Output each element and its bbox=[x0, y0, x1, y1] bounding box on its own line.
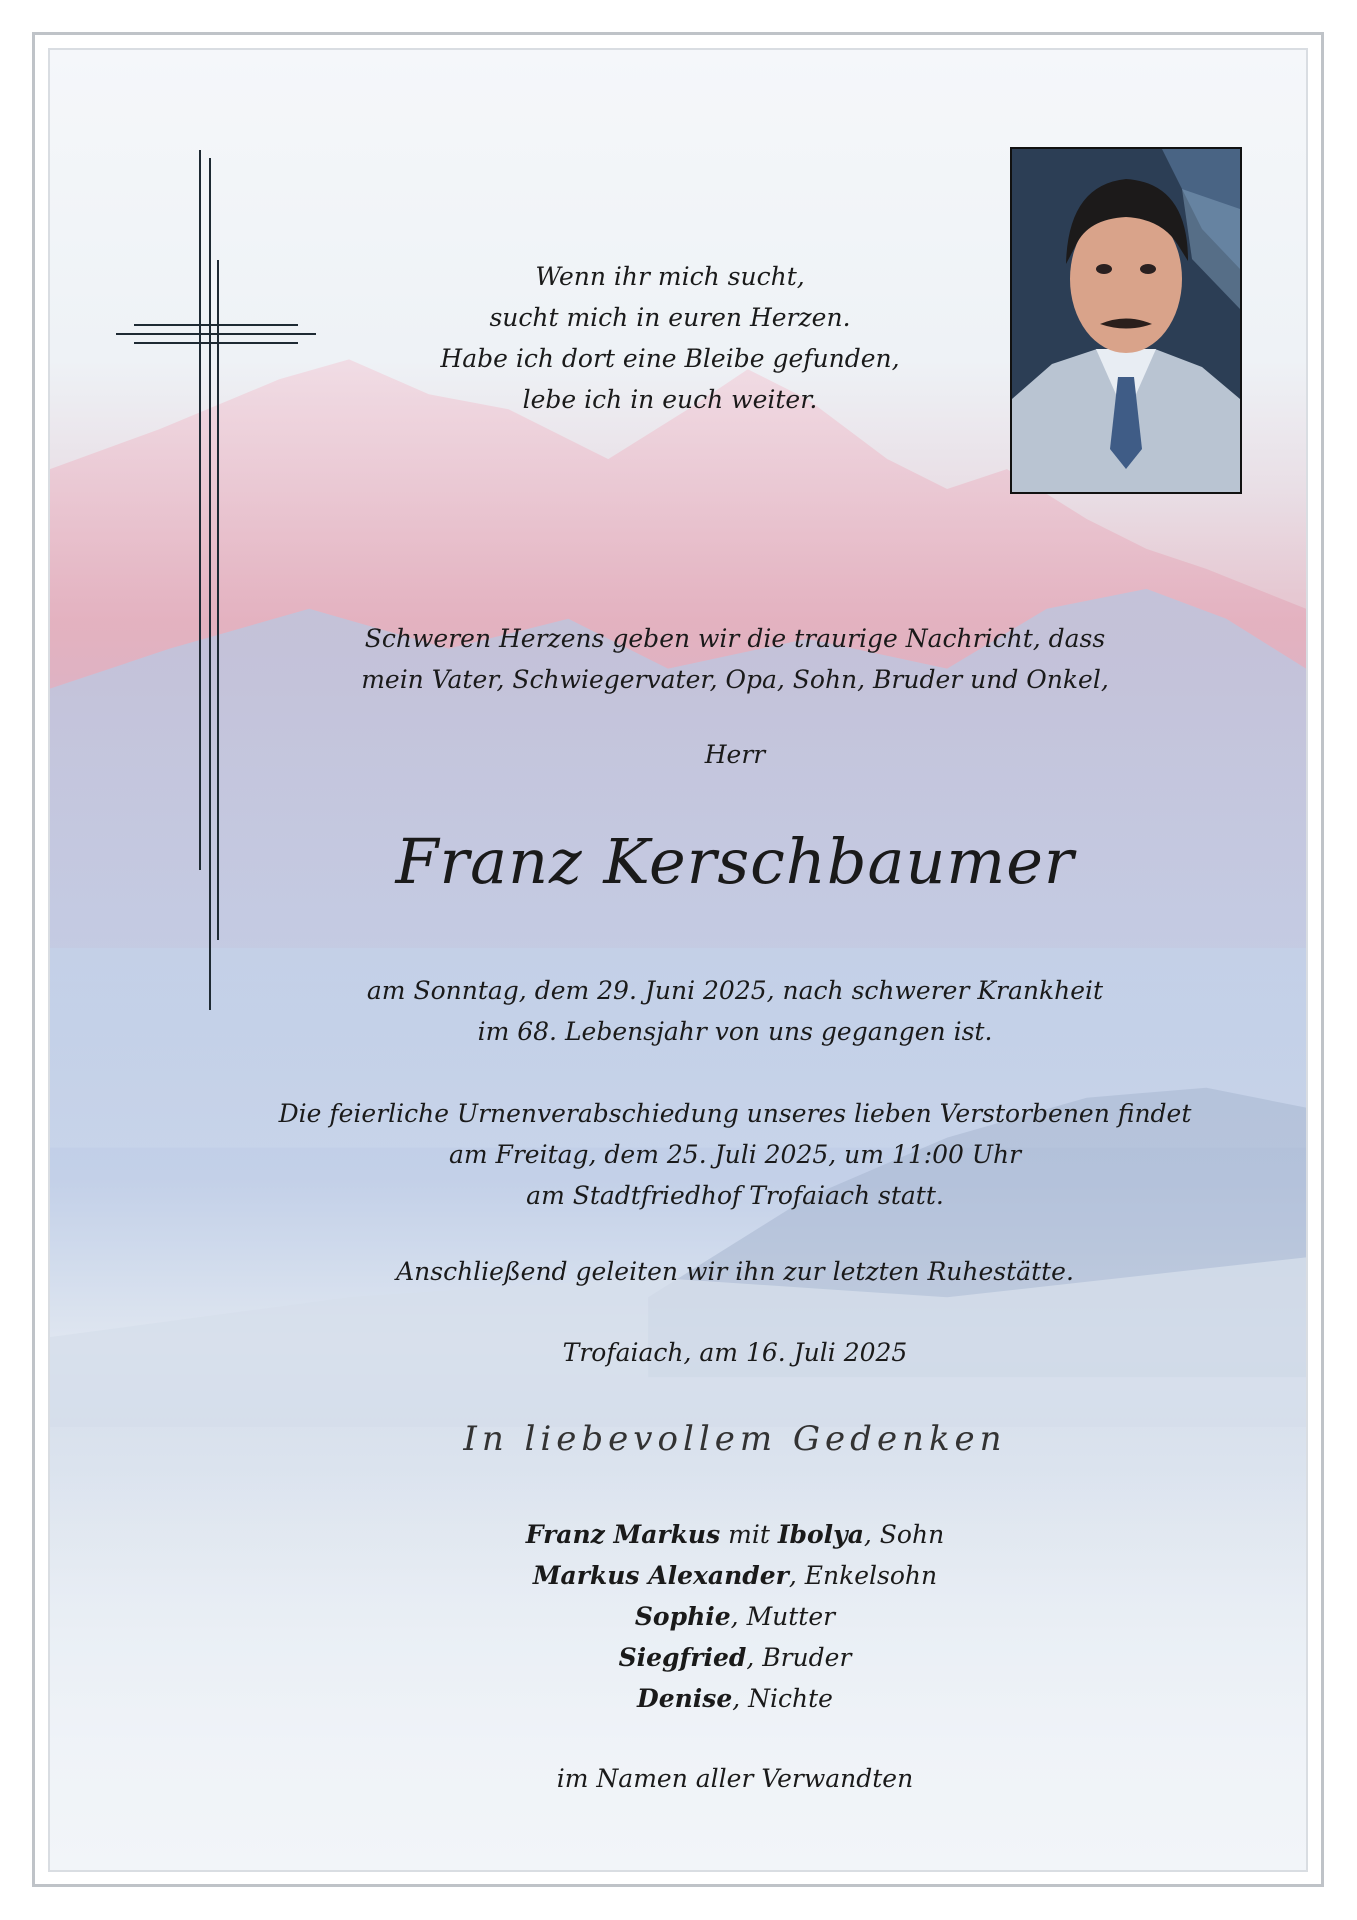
ceremony-line: am Stadtfriedhof Trofaiach statt. bbox=[526, 1181, 944, 1210]
mourner-name: Sophie bbox=[634, 1602, 731, 1631]
poem-line: sucht mich in euren Herzen. bbox=[489, 303, 851, 332]
mourner-entry bbox=[150, 1514, 1308, 1555]
place-and-date: Trofaiach, am 16. Juli 2025 bbox=[562, 1338, 908, 1367]
mourner-connector: mit bbox=[720, 1520, 778, 1549]
salutation: Herr bbox=[704, 740, 766, 769]
mourner-relation: , Mutter bbox=[730, 1602, 836, 1631]
death-line: im 68. Lebensjahr von uns gegangen ist. bbox=[477, 1017, 993, 1046]
burial-note: Anschließend geleiten wir ihn zur letzten Ruhestätte. bbox=[396, 1257, 1074, 1286]
mourner-entry bbox=[150, 1596, 1308, 1637]
ceremony-line: Die feierliche Urnenverabschiedung unseres lieben Verstorbenen findet bbox=[278, 1099, 1192, 1128]
mourner-entry bbox=[150, 1678, 1308, 1719]
mourner-relation: , Nichte bbox=[732, 1684, 833, 1713]
memory-heading: In liebevollem Gedenken bbox=[463, 1419, 1007, 1459]
poem-line: Habe ich dort eine Bleibe gefunden, bbox=[440, 344, 900, 373]
mourner-name: Siegfried bbox=[618, 1643, 747, 1672]
mourner-relation: , Enkelsohn bbox=[788, 1561, 938, 1590]
intro-line: Schweren Herzens geben wir die traurige Nachricht, dass bbox=[364, 624, 1106, 653]
death-notice bbox=[150, 970, 1308, 1052]
mourner-relation: , Bruder bbox=[746, 1643, 852, 1672]
mourners-list bbox=[150, 1514, 1308, 1719]
mourner-entry bbox=[150, 1555, 1308, 1596]
mourner-relation: , Sohn bbox=[863, 1520, 945, 1549]
ceremony-line: am Freitag, dem 25. Juli 2025, um 11:00 Uhr bbox=[448, 1140, 1022, 1169]
obituary-card bbox=[48, 48, 1308, 1872]
mourner-name: Ibolya bbox=[777, 1520, 864, 1549]
mourner-name: Franz Markus bbox=[525, 1520, 721, 1549]
intro-line: mein Vater, Schwiegervater, Opa, Sohn, Bruder und Onkel, bbox=[361, 665, 1109, 694]
announcement-intro bbox=[150, 618, 1308, 700]
poem-line: Wenn ihr mich sucht, bbox=[535, 262, 805, 291]
mourner-entry bbox=[150, 1637, 1308, 1678]
mourner-name: Denise bbox=[637, 1684, 733, 1713]
closing-line: im Namen aller Verwandten bbox=[556, 1764, 914, 1793]
poem bbox=[170, 256, 1170, 420]
deceased-name: Franz Kerschbaumer bbox=[395, 825, 1075, 898]
poem-line: lebe ich in euch weiter. bbox=[522, 385, 818, 414]
mourner-name: Markus Alexander bbox=[532, 1561, 789, 1590]
ceremony-details bbox=[150, 1093, 1308, 1216]
death-line: am Sonntag, dem 29. Juni 2025, nach schwerer Krankheit bbox=[366, 976, 1104, 1005]
